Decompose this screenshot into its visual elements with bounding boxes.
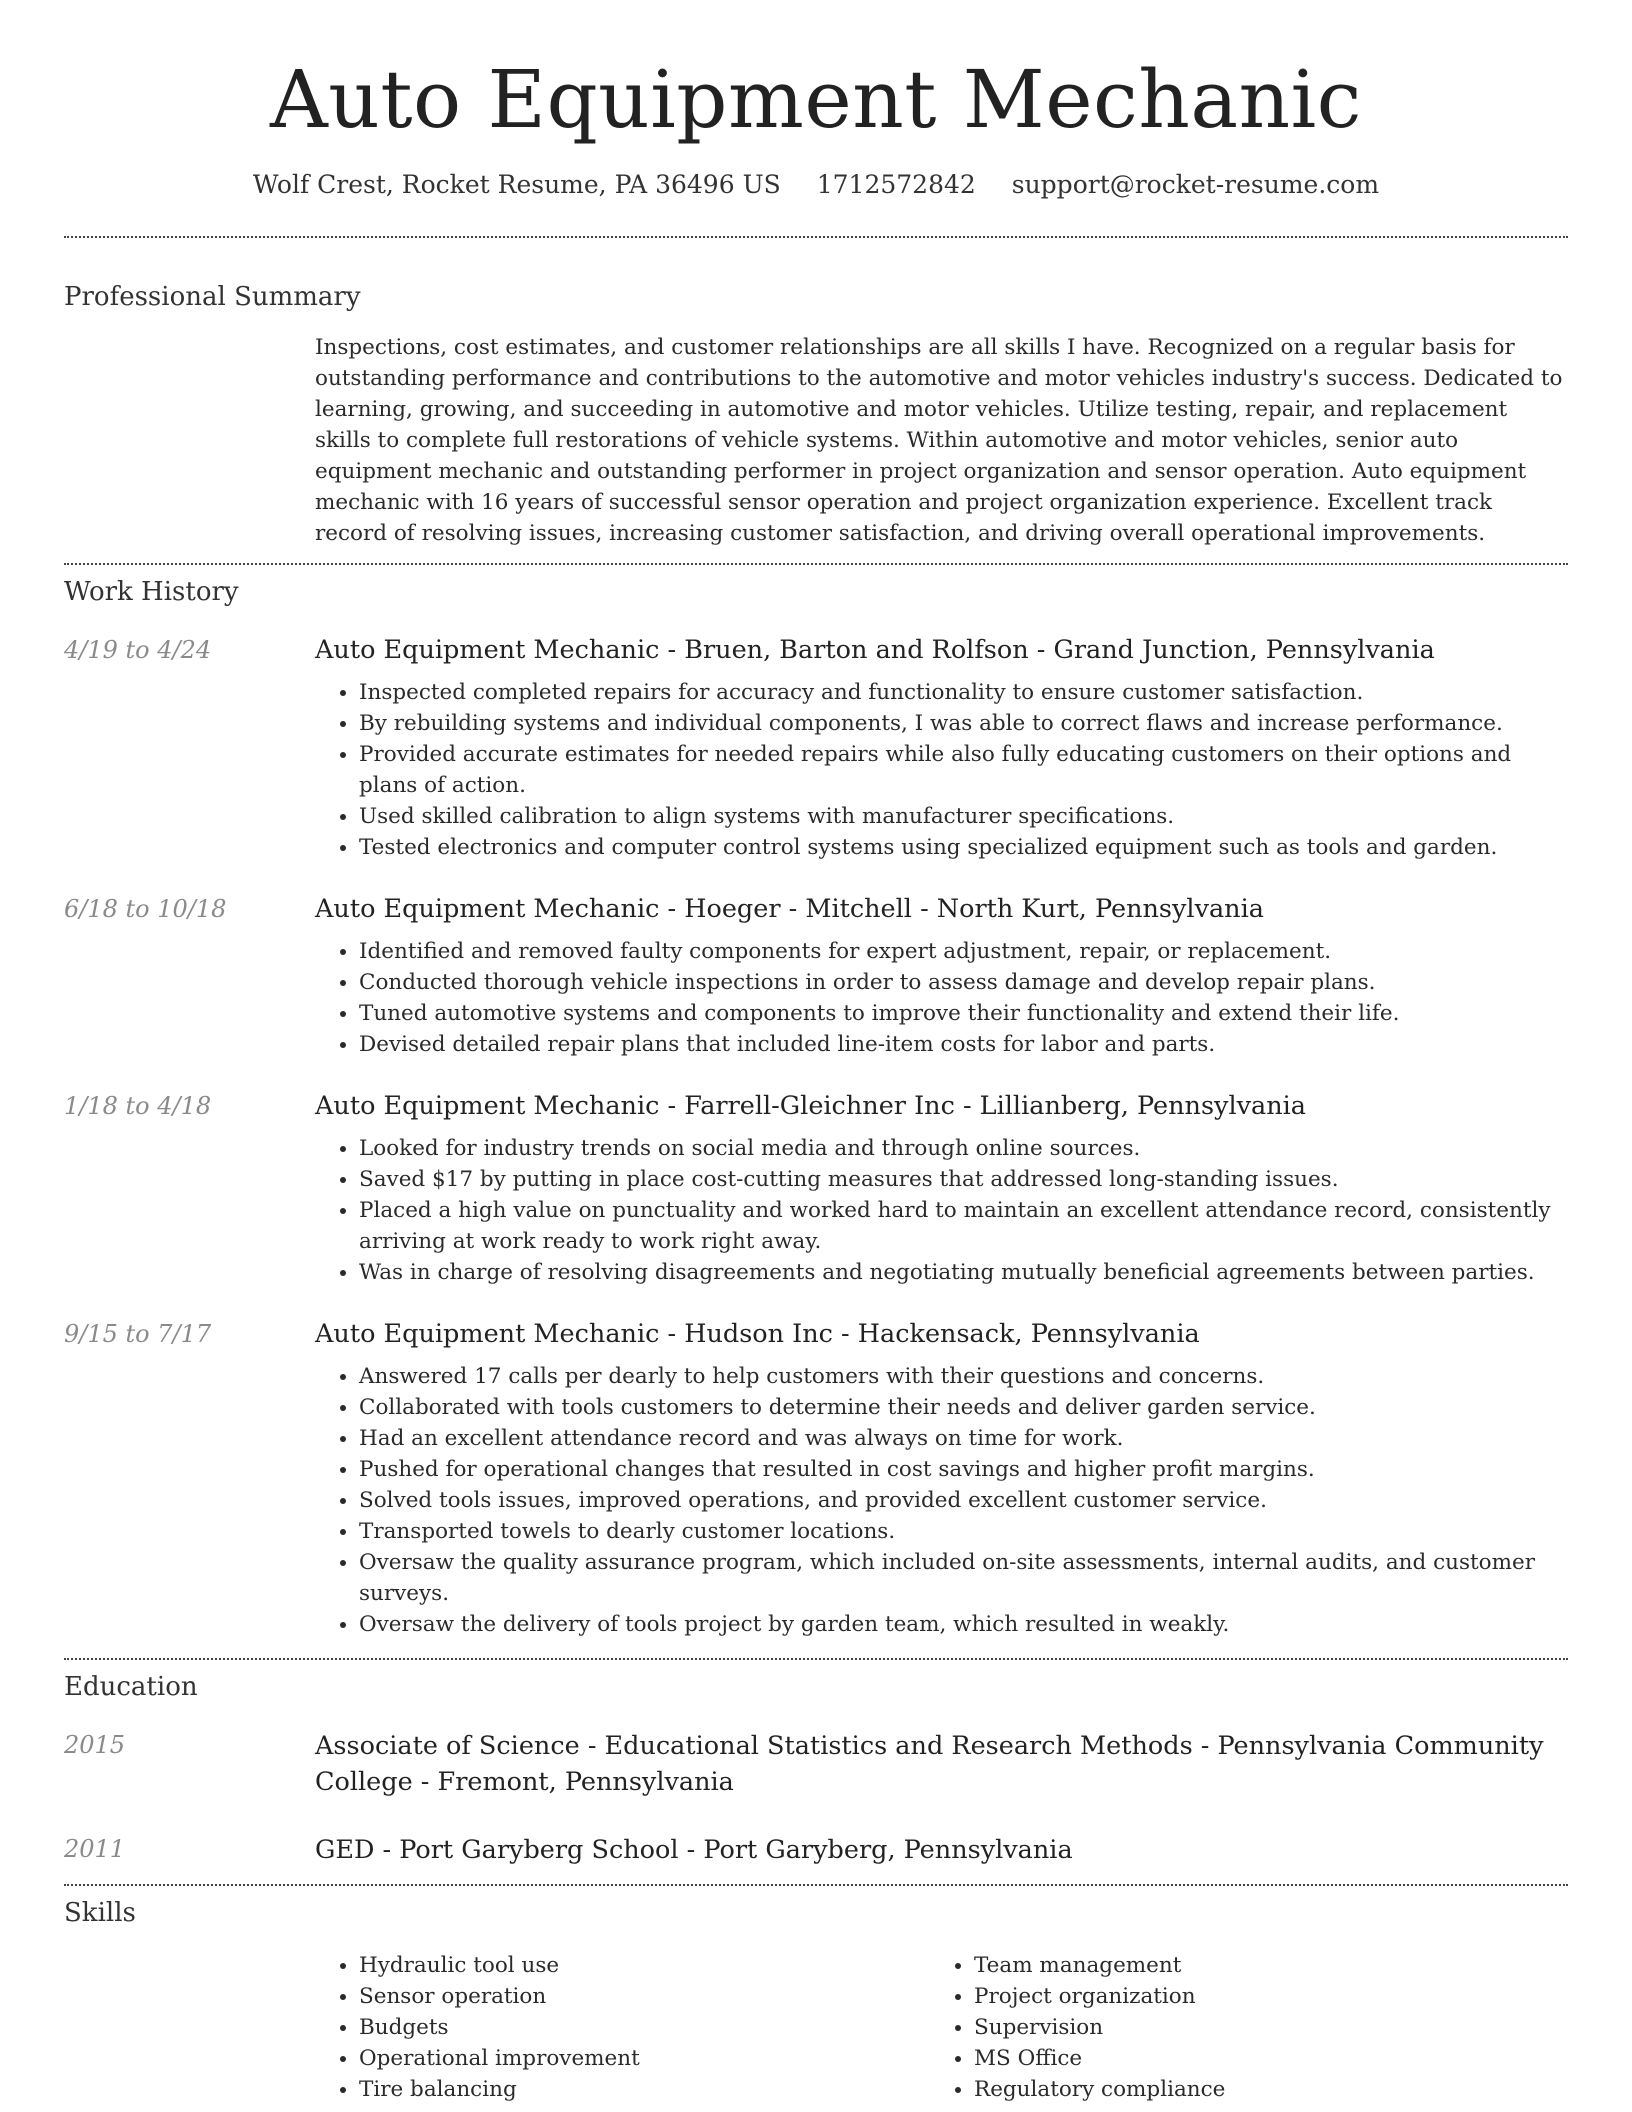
job-entry [64, 1317, 1568, 1640]
job-dates: 9/15 to 7/17 [64, 1320, 212, 1348]
job-bullets [315, 677, 1568, 863]
list-item: • Identified and removed faulty components for expert adjustment, repair, or replacement. [359, 936, 1568, 967]
list-item: • Looked for industry trends on social media and through online sources. [359, 1133, 1568, 1164]
skills-list-left [315, 1950, 930, 2105]
education-section [64, 1660, 1568, 1868]
candidate-name: Auto Equipment Mechanic [270, 53, 1362, 146]
contact-line [64, 168, 1568, 202]
list-item: • Budgets [359, 2012, 930, 2043]
list-item: • Regulatory compliance [974, 2074, 1545, 2105]
list-item: • Pushed for operational changes that resulted in cost savings and higher profit margins. [359, 1454, 1568, 1485]
contact-email: support@rocket-resume.com [1011, 170, 1380, 199]
skills-row [64, 1950, 1568, 2105]
summary-section [64, 238, 1568, 549]
list-item: • By rebuilding systems and individual components, I was able to correct flaws and increase performance. [359, 708, 1568, 739]
job-details [315, 633, 1568, 863]
job-dates: 1/18 to 4/18 [64, 1092, 212, 1120]
list-item: • Used skilled calibration to align systems with manufacturer specifications. [359, 801, 1568, 832]
list-item: • Team management [974, 1950, 1545, 1981]
list-item: • Saved $17 by putting in place cost-cutting measures that addressed long-standing issues. [359, 1164, 1568, 1195]
list-item: • Answered 17 calls per dearly to help customers with their questions and concerns. [359, 1361, 1568, 1392]
summary-heading: Professional Summary [64, 282, 361, 312]
list-item: • Conducted thorough vehicle inspections in order to assess damage and develop repair plans. [359, 967, 1568, 998]
job-details [315, 1317, 1568, 1640]
job-bullets [315, 1361, 1568, 1640]
job-dates: 4/19 to 4/24 [64, 636, 212, 664]
contact-address: Wolf Crest, Rocket Resume, PA 36496 US [252, 170, 781, 199]
list-item: • Project organization [974, 1981, 1545, 2012]
job-bullets [315, 1133, 1568, 1288]
job-bullets [315, 936, 1568, 1060]
skills-section [64, 1886, 1568, 2105]
list-item: • Provided accurate estimates for needed repairs while also fully educating customers on their options and plans of action. [359, 739, 1568, 801]
job-entry [64, 1089, 1568, 1288]
resume-header [64, 0, 1568, 202]
education-title: GED - Port Garyberg School - Port Garyberg, Pennsylvania [315, 1835, 1073, 1865]
education-entry [64, 1832, 1568, 1868]
list-item: • Operational improvement [359, 2043, 930, 2074]
job-title: Auto Equipment Mechanic - Farrell-Gleichner Inc - Lillianberg, Pennsylvania [315, 1091, 1306, 1121]
list-item: • Oversaw the quality assurance program, which included on-site assessments, internal audits, and customer surveys. [359, 1547, 1568, 1609]
education-details [315, 1832, 1568, 1868]
skills-list-right [930, 1950, 1545, 2105]
list-item: • Had an excellent attendance record and was always on time for work. [359, 1423, 1568, 1454]
list-item: • Transported towels to dearly customer locations. [359, 1516, 1568, 1547]
job-title: Auto Equipment Mechanic - Bruen, Barton and Rolfson - Grand Junction, Pennsylvania [315, 635, 1435, 665]
list-item: • Devised detailed repair plans that included line-item costs for labor and parts. [359, 1029, 1568, 1060]
summary-body [315, 332, 1568, 549]
job-details [315, 1089, 1568, 1288]
work-history-section [64, 565, 1568, 1640]
list-item: • MS Office [974, 2043, 1545, 2074]
list-item: • Collaborated with tools customers to determine their needs and deliver garden service. [359, 1392, 1568, 1423]
job-entry [64, 633, 1568, 863]
education-year: 2015 [64, 1731, 126, 1759]
summary-spacer [64, 332, 315, 549]
list-item: • Was in charge of resolving disagreements and negotiating mutually beneficial agreements between parties. [359, 1257, 1568, 1288]
list-item: • Hydraulic tool use [359, 1950, 930, 1981]
list-item: • Tuned automotive systems and components to improve their functionality and extend their life. [359, 998, 1568, 1029]
education-heading: Education [64, 1672, 198, 1702]
list-item: • Sensor operation [359, 1981, 930, 2012]
list-item: • Tested electronics and computer control systems using specialized equipment such as tools and garden. [359, 832, 1568, 863]
job-title: Auto Equipment Mechanic - Hudson Inc - Hackensack, Pennsylvania [315, 1319, 1200, 1349]
education-entry [64, 1728, 1568, 1800]
summary-row [64, 332, 1568, 549]
list-item: • Tire balancing [359, 2074, 930, 2105]
job-entry [64, 892, 1568, 1060]
list-item: • Supervision [974, 2012, 1545, 2043]
education-title: Associate of Science - Educational Statistics and Research Methods - Pennsylvania Community College - Fremont, Pennsylvania [315, 1731, 1544, 1797]
list-item: • Solved tools issues, improved operations, and provided excellent customer service. [359, 1485, 1568, 1516]
list-item: • Oversaw the delivery of tools project by garden team, which resulted in weakly. [359, 1609, 1568, 1640]
job-title: Auto Equipment Mechanic - Hoeger - Mitchell - North Kurt, Pennsylvania [315, 894, 1264, 924]
education-year: 2011 [64, 1835, 126, 1863]
job-dates: 6/18 to 10/18 [64, 895, 227, 923]
summary-text: Inspections, cost estimates, and customer relationships are all skills I have. Recognized on a regular basis for outstanding performance and contributions to the automotive and motor vehicles industry's success. Dedicated to learning, growing, and succeeding in automotive and motor vehicles. Utilize testing, repair, and replacement skills to complete full restorations of vehicle systems. Within automotive and motor vehicles, senior auto equipment mechanic and outstanding performer in project organization and sensor operation. Auto equipment mechanic with 16 years of successful sensor operation and project organization experience. Excellent track record of resolving issues, increasing customer satisfaction, and driving overall operational improvements. [315, 335, 1563, 546]
job-details [315, 892, 1568, 1060]
list-item: • Inspected completed repairs for accuracy and functionality to ensure customer satisfaction. [359, 677, 1568, 708]
education-details [315, 1728, 1568, 1800]
skills-heading: Skills [64, 1898, 136, 1928]
contact-phone: 1712572842 [816, 170, 976, 199]
list-item: • Placed a high value on punctuality and worked hard to maintain an excellent attendance record, consistently arriving at work ready to work right away. [359, 1195, 1568, 1257]
skills-spacer [64, 1950, 315, 2105]
skills-columns [315, 1950, 1568, 2105]
work-history-heading: Work History [64, 577, 239, 607]
resume-page [64, 0, 1568, 2105]
